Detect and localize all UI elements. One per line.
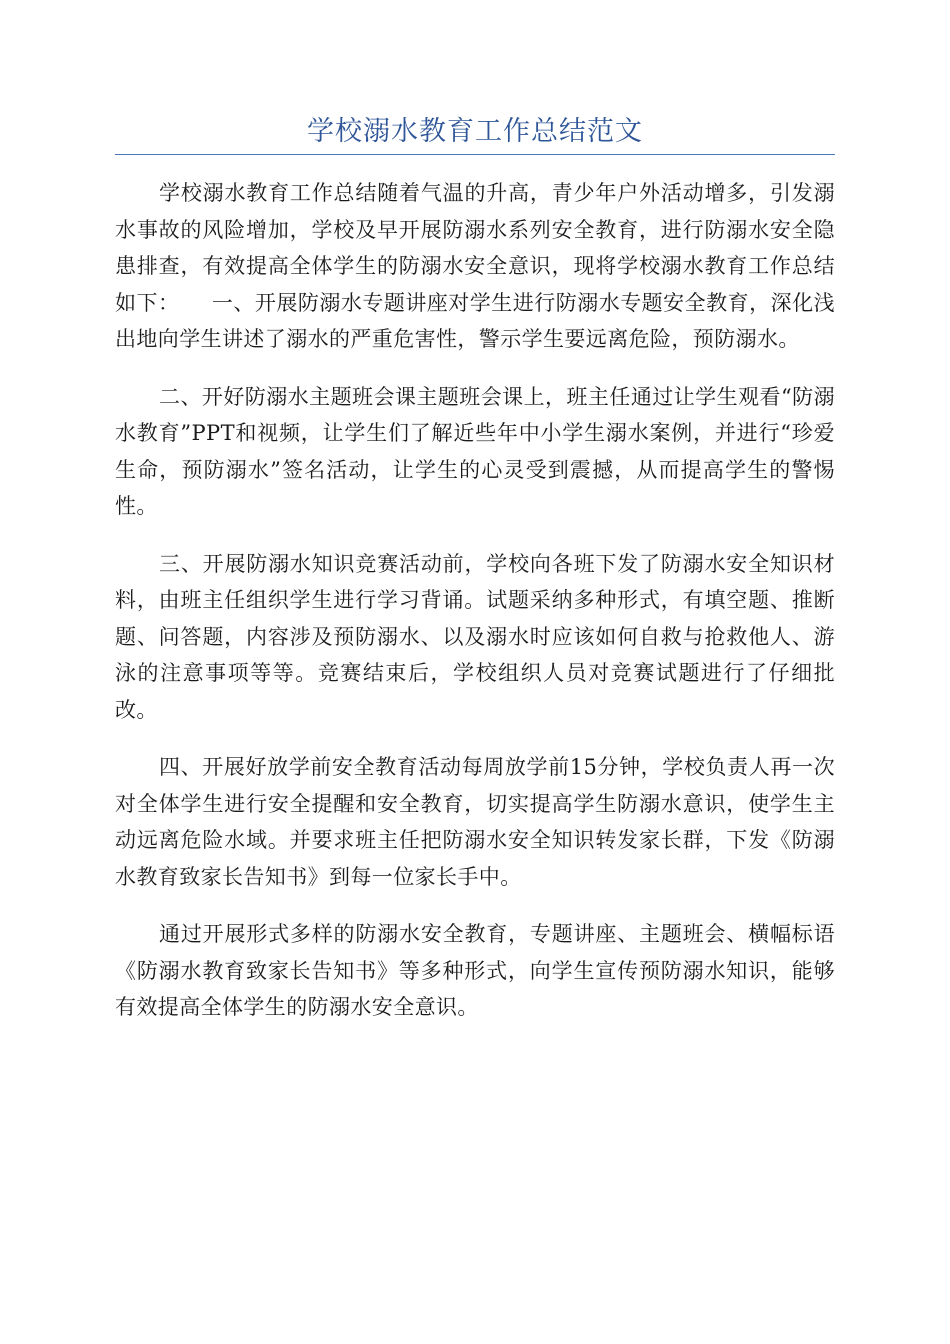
paragraph-intro: 学校溺水教育工作总结随着气温的升高，青少年户外活动增多，引发溺水事故的风险增加，学校及早开展防溺水系列安全教育，进行防溺水安全隐患排查，有效提高全体学生的防溺水安全意识，现将学校溺水教育工作总结如下： 一、开展防溺水专题讲座对学生进行防溺水专题安全教育，深化浅出地向学生讲述了溺水的严重危害性，警示学生要远离危险，预防溺水。 bbox=[115, 181, 835, 351]
title-underline bbox=[115, 154, 835, 155]
paragraph-conclusion: 通过开展形式多样的防溺水安全教育，专题讲座、主题班会、横幅标语《防溺水教育致家长告知书》等多种形式，向学生宣传预防溺水知识，能够有效提高全体学生的防溺水安全意识。 bbox=[115, 922, 835, 1019]
paragraph-after-school-education: 四、开展好放学前安全教育活动每周放学前15分钟，学校负责人再一次对全体学生进行安全提醒和安全教育，切实提高学生防溺水意识，使学生主动远离危险水域。并要求班主任把防溺水安全知识转发家长群，下发《防溺水教育致家长告知书》到每一位家长手中。 bbox=[115, 755, 835, 889]
paragraph-knowledge-contest: 三、开展防溺水知识竞赛活动前，学校向各班下发了防溺水安全知识材料，由班主任组织学生进行学习背诵。试题采纳多种形式，有填空题、推断题、问答题，内容涉及预防溺水、以及溺水时应该如何自救与抢救他人、游泳的注意事项等等。竞赛结束后，学校组织人员对竞赛试题进行了仔细批改。 bbox=[115, 551, 835, 722]
document-body bbox=[115, 175, 835, 1026]
paragraph-class-meeting: 二、开好防溺水主题班会课主题班会课上，班主任通过让学生观看“防溺水教育”PPT和视频，让学生们了解近些年中小学生溺水案例，并进行“珍爱生命，预防溺水”签名活动，让学生的心灵受到震撼，从而提高学生的警惕性。 bbox=[115, 384, 835, 518]
document-title: 学校溺水教育工作总结范文 bbox=[307, 116, 643, 147]
